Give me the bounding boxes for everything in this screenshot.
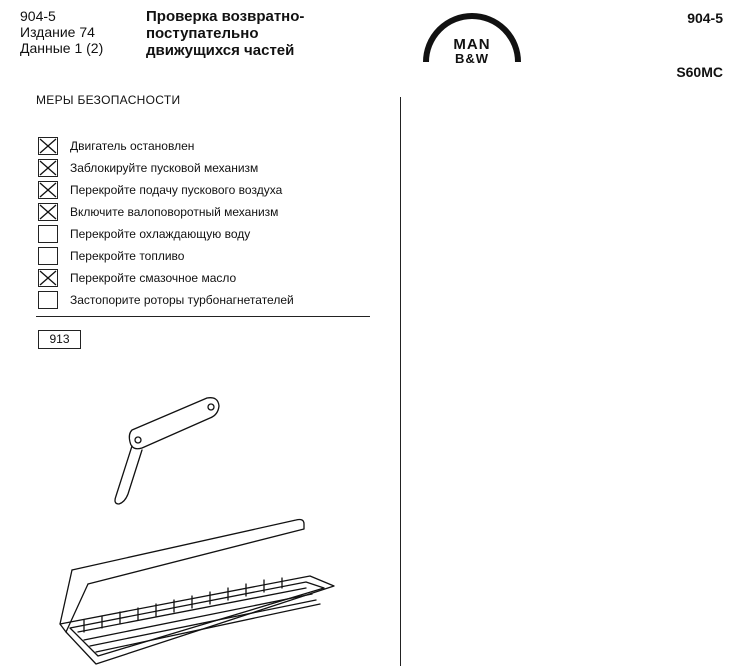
section-divider (36, 316, 370, 317)
logo-line-2: B&W (454, 51, 490, 66)
check-cross-icon (39, 182, 57, 198)
checkbox (38, 225, 58, 243)
checklist-label: Перекройте топливо (70, 249, 185, 263)
checklist-item (38, 157, 294, 179)
logo-line-1: MAN (453, 36, 491, 53)
page-title (146, 8, 304, 59)
column-divider (400, 97, 401, 666)
safety-checklist (38, 135, 294, 311)
checklist-item (38, 245, 294, 267)
title-line-3: движущихся частей (146, 42, 295, 59)
edition: Издание 74 (20, 24, 95, 40)
checkbox (38, 159, 58, 177)
checkbox (38, 181, 58, 199)
checklist-item (38, 135, 294, 157)
check-cross-icon (39, 138, 57, 154)
checkbox (38, 247, 58, 265)
engine-model: S60MC (676, 64, 723, 80)
checklist-label: Перекройте охлаждающую воду (70, 227, 251, 241)
checkbox (38, 203, 58, 221)
checklist-item (38, 179, 294, 201)
title-line-2: поступательно (146, 25, 259, 42)
check-cross-icon (39, 270, 57, 286)
checklist-label: Застопорите роторы турбонагнетателей (70, 293, 294, 307)
document-info (20, 8, 103, 56)
data-sheet: Данные 1 (2) (20, 40, 104, 56)
reference-number-box: 913 (38, 330, 81, 349)
checklist-item (38, 289, 294, 311)
safety-heading: МЕРЫ БЕЗОПАСНОСТИ (36, 93, 181, 107)
document-code: 904-5 (20, 8, 56, 24)
checkbox (38, 291, 58, 309)
title-line-1: Проверка возвратно- (146, 8, 305, 25)
check-cross-icon (39, 160, 57, 176)
check-cross-icon (39, 204, 57, 220)
checklist-item (38, 201, 294, 223)
wrench-drawing (115, 398, 219, 504)
checklist-label: Перекройте подачу пускового воздуха (70, 183, 283, 197)
checklist-item (38, 223, 294, 245)
tool-illustration (44, 388, 344, 666)
checkbox (38, 137, 58, 155)
right-document-code: 904-5 (687, 10, 723, 26)
checklist-label: Заблокируйте пусковой механизм (70, 161, 259, 175)
man-bw-logo (420, 12, 524, 70)
checklist-label: Включите валоповоротный механизм (70, 205, 279, 219)
checkbox (38, 269, 58, 287)
checklist-label: Перекройте смазочное масло (70, 271, 237, 285)
checklist-label: Двигатель остановлен (70, 139, 195, 153)
toolbox-drawing (60, 520, 334, 665)
checklist-item (38, 267, 294, 289)
